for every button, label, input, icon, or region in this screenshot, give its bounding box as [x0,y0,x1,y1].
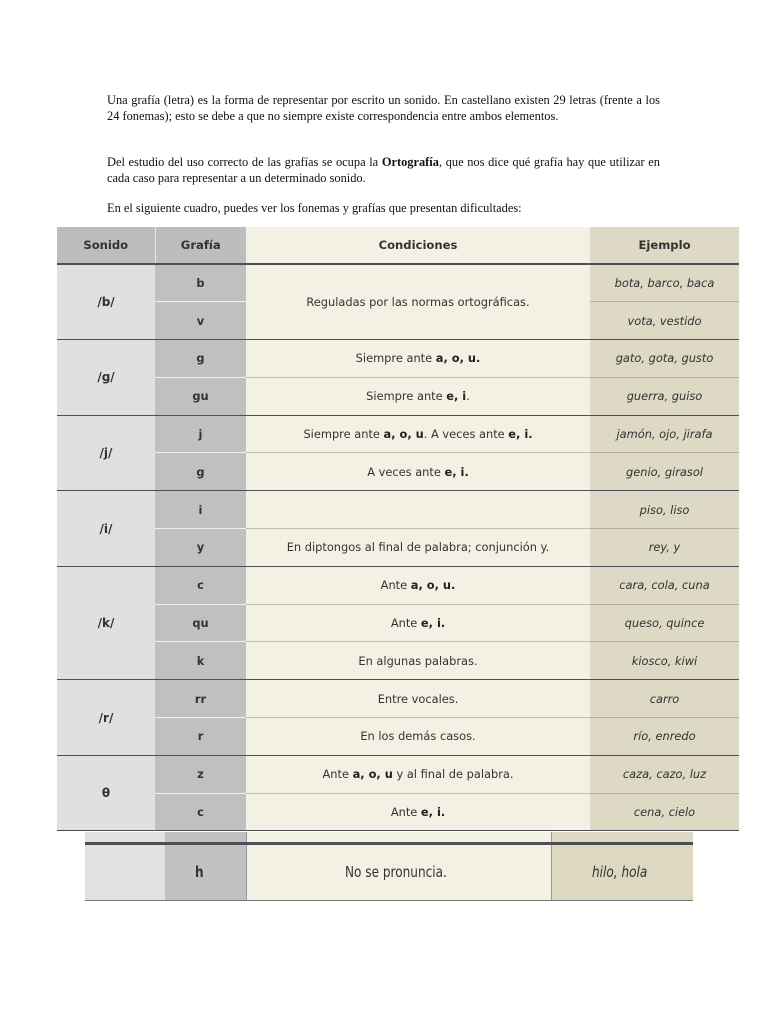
table-row [57,491,739,529]
grafia-cell: b [155,264,246,302]
table-row [57,377,739,415]
condition-cell [246,377,590,415]
sound-cell: /i/ [57,491,155,567]
cond-text: A veces ante [367,464,445,479]
grafia-cell: y [155,529,246,567]
cond-bold: e, i. [420,805,446,820]
example-cell: vota, vestido [590,302,739,340]
header-grafia: Grafía [155,227,246,264]
table-row [57,755,739,793]
condition-cell [246,604,590,642]
example-cell: gato, gota, gusto [590,340,739,378]
condition-cell [246,793,590,831]
condition-cell [246,415,590,453]
cond-bold: e, i. [420,616,446,631]
table-row [57,642,739,680]
grafia-cell: v [155,302,246,340]
grafia-cell: g [155,340,246,378]
grafia-cell: c [155,566,246,604]
condition-cell [246,566,590,604]
intro-p2-text-b: , que nos dice qué grafía hay que utilizar en cada caso para representar a un determinado sonido. [107,155,660,186]
table-row [57,415,739,453]
cond-text-mid: . A veces ante [423,427,509,442]
example-cell: río, enredo [590,718,739,756]
h-row-example: hilo, hola [592,863,648,881]
intro-p2-text-a: Del estudio del uso correcto de las grafías se ocupa la [107,155,382,169]
sound-cell: /r/ [57,680,155,756]
example-cell: queso, quince [590,604,739,642]
table-row [57,566,739,604]
table-row [57,604,739,642]
grafia-cell: i [155,491,246,529]
ortografia-term: Ortografía [381,155,439,169]
table-row [57,680,739,718]
grafia-cell: c [155,793,246,831]
table-row [57,340,739,378]
example-cell: kiosco, kiwi [590,642,739,680]
header-ejemplo: Ejemplo [590,227,739,264]
cond-text: Ante [390,616,421,631]
example-cell: genio, girasol [590,453,739,491]
sound-cell: /j/ [57,415,155,491]
cond-bold: a, o, u [352,767,393,782]
condition-cell: En diptongos al final de palabra; conjunción y. [246,529,590,567]
cond-text: Siempre ante [303,427,384,442]
cond-text: Siempre ante [355,351,436,366]
h-row-condition: No se pronuncia. [345,863,447,881]
cond-text: Ante [390,805,421,820]
grafia-cell: z [155,755,246,793]
example-cell: bota, barco, baca [590,264,739,302]
sound-cell: θ [57,755,155,831]
header-sonido: Sonido [57,227,155,264]
cond-bold: e, i [446,389,467,404]
sound-cell: /b/ [57,264,155,340]
table-row [57,453,739,491]
sound-cell: /g/ [57,340,155,416]
cond-bold-2: e, i. [508,427,533,442]
sound-cell: /k/ [57,566,155,679]
example-cell: cena, cielo [590,793,739,831]
example-cell: carro [590,680,739,718]
h-row-grafia: h [195,863,204,881]
grafia-cell: g [155,453,246,491]
example-cell: guerra, guiso [590,377,739,415]
cond-text-end: . [466,389,470,404]
condition-cell [246,453,590,491]
table-row [57,529,739,567]
h-row-table [85,832,693,901]
phoneme-table [57,227,739,831]
cond-bold: a, o, u. [435,351,481,366]
condition-cell [246,755,590,793]
condition-cell: En los demás casos. [246,718,590,756]
grafia-cell: j [155,415,246,453]
example-cell: piso, liso [590,491,739,529]
example-cell: caza, cazo, luz [590,755,739,793]
condition-cell [246,340,590,378]
grafia-cell: gu [155,377,246,415]
intro-paragraph-1: Una grafía (letra) es la forma de representar por escrito un sonido. En castellano existen 29 letras (frente a los 24 fonemas); esto se debe a que no siempre existe correspondencia entre ambos elementos. [107,93,660,124]
example-cell: cara, cola, cuna [590,566,739,604]
cond-bold: a, o, u [383,427,424,442]
header-condiciones: Condiciones [246,227,590,264]
cond-text: Ante [322,767,353,782]
cond-text-mid: y al final de palabra. [392,767,514,782]
cond-text: Siempre ante [366,389,447,404]
grafia-cell: qu [155,604,246,642]
condition-cell [246,491,590,529]
cond-bold: a, o, u. [410,578,456,593]
intro-paragraph-3: En el siguiente cuadro, puedes ver los fonemas y grafías que presentan dificultades: [107,201,522,215]
grafia-cell: k [155,642,246,680]
table-row [57,264,739,302]
condition-cell: Reguladas por las normas ortográficas. [246,264,590,340]
condition-cell: Entre vocales. [246,680,590,718]
condition-cell: En algunas palabras. [246,642,590,680]
grafia-cell: r [155,718,246,756]
table-row [57,793,739,831]
table-header-row [57,227,739,264]
example-cell: rey, y [590,529,739,567]
example-cell: jamón, ojo, jirafa [590,415,739,453]
table-row [57,718,739,756]
h-row-top-divider [85,842,693,845]
intro-paragraph-2 [107,154,660,186]
cond-bold: e, i. [444,464,469,479]
grafia-cell: rr [155,680,246,718]
cond-text: Ante [380,578,411,593]
